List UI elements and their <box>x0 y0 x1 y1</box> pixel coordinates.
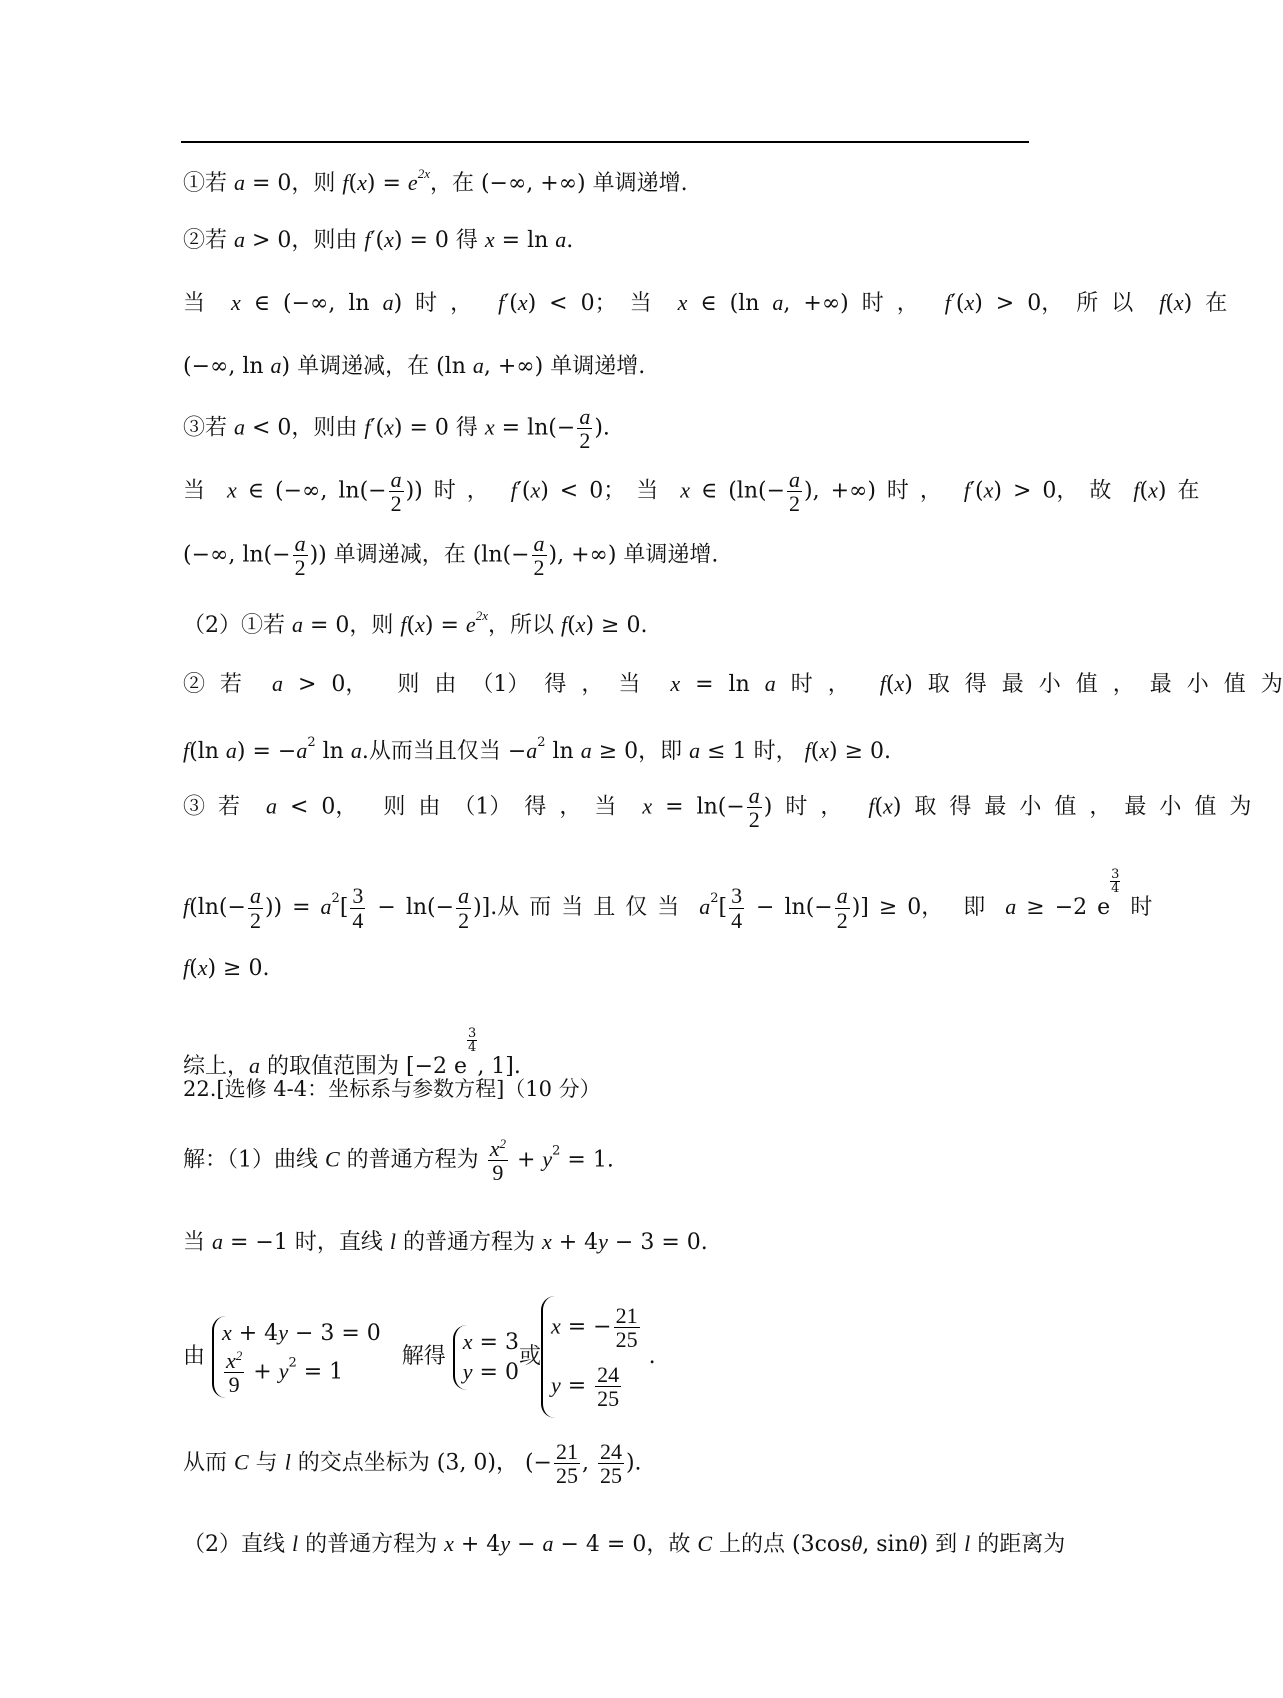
line-11: ③ 若 a < 0， 则 由 （1） 得 ， 当 x = ln(− $\frac{a}{2}$ ) 时 ， f(x) 取 得 最 小 值 ， 最 小 值 为 <box>183 783 1252 833</box>
problem-22-heading: 22.[选修 4-4：坐标系与参数方程]（10 分） <box>183 1077 601 1101</box>
solution-1: x = 3 y = 0 <box>453 1325 519 1390</box>
line-10: f(ln $a) = -a^2$ ln a.从而当且仅当 $-a^2$ ln a ≥ 0，即 a ≤ 1 时， f(x) ≥ 0. <box>183 735 892 764</box>
line-9: ② 若 a > 0， 则 由 （1） 得 ， 当 x = ln a 时 ， f(x) 取 得 最 小 值 ， 最 小 值 为 <box>183 671 1283 697</box>
line-4: (−∞, ln a) 单调递减，在 (ln a, +∞) 单调递增. <box>183 353 646 379</box>
header-rule <box>181 141 1029 143</box>
solution-2: x = − $\frac{21}{25}$ y = $\frac{24}{25}$ <box>541 1296 642 1418</box>
line-3: 当 x ∈ (−∞, ln a) 时 ， f′(x) < 0； 当 x ∈ (ln a, +∞) 时 ， f′(x) > 0， 所 以 f(x) 在 <box>183 290 1228 316</box>
line-8: （2）①若 a = 0，则 $f(x) = e^{2x}$，所以 f(x) ≥ 0. <box>183 608 648 638</box>
line-6: 当 x ∈ (−∞, ln(− $\frac{a}{2}$ )) 时 ， f′(x) < 0； 当 x ∈ (ln(− $\frac{a}{2}$ ), +∞) 时 ， f′(x) > 0， 故 f(x) 在 <box>183 467 1200 517</box>
line-18: 由 x + 4y − 3 = 0 $\frac{x^2}{9}$ + $y^2 = 1$ 解得 x = 3 y = 0 或 x = − $\frac{21}{25}$ y = $\frac{24}{25}$ . <box>183 1296 656 1418</box>
line-13: f(x) ≥ 0. <box>183 955 270 981</box>
system-equations: x + 4y − 3 = 0 $\frac{x^2}{9}$ + $y^2 = 1$ <box>212 1316 381 1398</box>
line-12: f(ln(− $\frac{a}{2}$ )) = $a^2$[ $\frac{3}{4}$ − ln(− $\frac{a}{2}$ )].从 而 当 且 仅 当 $a^2$[ $\frac{3}{4}$ − ln(− $\frac{a}{2}$ )] ≥ 0， 即 a ≥ −2 e $\frac{3}{4}$ 时 <box>183 867 1153 933</box>
line-17: 当 a = −1 时，直线 l 的普通方程为 x + 4y − 3 = 0. <box>183 1229 708 1255</box>
line-16: 解：（1）曲线 C 的普通方程为 $\frac{x^2}{9}$ + $y^2 = 1$. <box>183 1136 614 1186</box>
line-1: ①若 a = 0，则 $f(x) = e^{2x}$，在 (−∞, +∞) 单调递增. <box>183 166 688 196</box>
line-2: ②若 a > 0，则由 f′(x) = 0 得 x = ln a. <box>183 227 574 253</box>
line-5: ③若 a < 0，则由 f′(x) = 0 得 x = ln(− $\frac{a}{2}$ ). <box>183 404 610 454</box>
line-7: (−∞, ln(− $\frac{a}{2}$ )) 单调递减，在 (ln(− $\frac{a}{2}$ ), +∞) 单调递增. <box>183 531 719 581</box>
line-19: 从而 C 与 l 的交点坐标为 (3, 0)， (− $\frac{21}{25}$ , $\frac{24}{25}$ ). <box>183 1439 642 1489</box>
line-14: 综上，a 的取值范围为 [−2 e $\frac{3}{4}$ , 1]. <box>183 1026 521 1079</box>
frac-a-2: $\frac{a}{2}$ <box>579 404 591 454</box>
line-20: （2）直线 l 的普通方程为 x + 4y − a − 4 = 0，故 C 上的点 (3cosθ, sinθ) 到 l 的距离为 <box>183 1531 1066 1557</box>
